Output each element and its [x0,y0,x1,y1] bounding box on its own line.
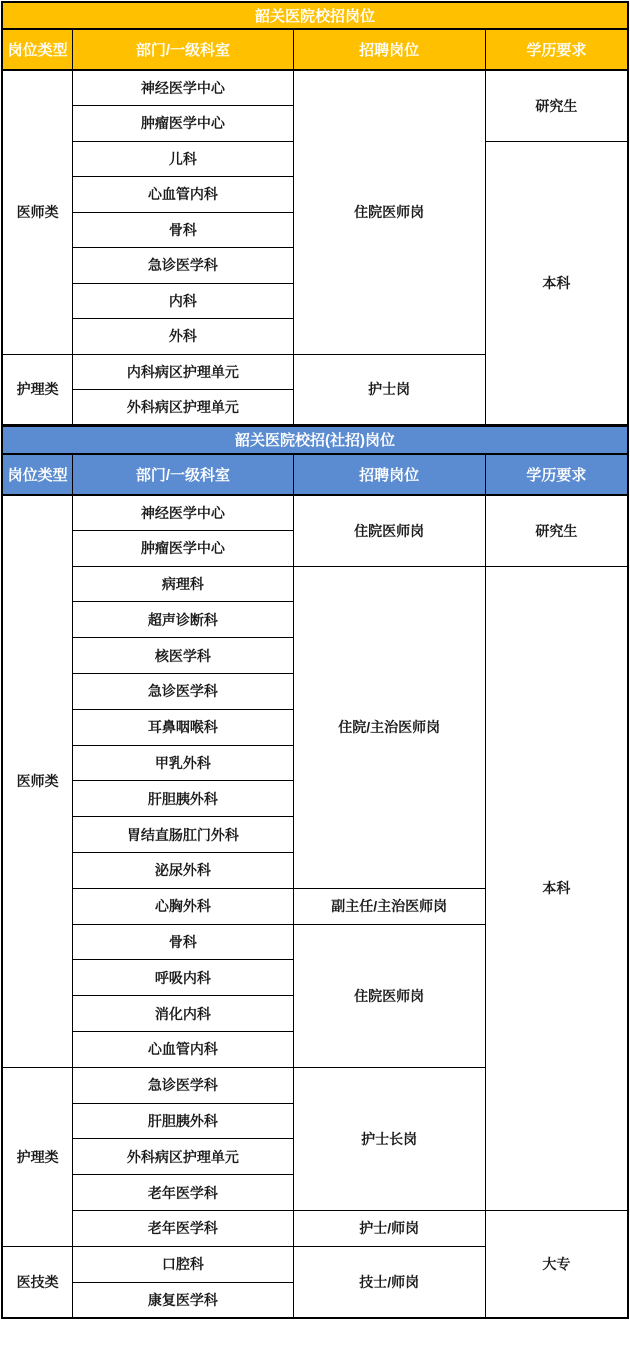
col-header-department: 部门/一级科室 [73,29,293,70]
table-row [2,70,628,106]
department-cell: 骨科 [73,212,293,248]
department-cell: 肝胆胰外科 [73,781,293,817]
job-title-cell: 住院医师岗 [293,924,485,1067]
job-title-cell: 护士/师岗 [293,1210,485,1246]
department-cell: 口腔科 [73,1246,293,1282]
department-cell: 骨科 [73,924,293,960]
job-title-cell: 副主任/主治医师岗 [293,888,485,924]
department-cell: 神经医学中心 [73,70,293,106]
table-title-row [2,427,628,454]
col-header-job-title: 招聘岗位 [293,454,485,495]
department-cell: 心血管内科 [73,177,293,213]
department-cell: 肿瘤医学中心 [73,530,293,566]
department-cell: 病理科 [73,566,293,602]
department-cell: 急诊医学科 [73,248,293,284]
department-cell: 核医学科 [73,638,293,674]
education-cell: 研究生 [485,70,628,141]
table-row [2,1210,628,1246]
col-header-education: 学历要求 [485,29,628,70]
col-header-education: 学历要求 [485,454,628,495]
education-cell: 大专 [485,1210,628,1317]
recruitment-tables [1,1,629,1319]
department-cell: 超声诊断科 [73,602,293,638]
social-recruitment-table [1,426,629,1319]
campus-table-title: 韶关医院校招岗位 [2,2,628,29]
department-cell: 甲乳外科 [73,745,293,781]
job-title-cell: 住院/主治医师岗 [293,566,485,888]
position-type-cell: 医技类 [2,1246,73,1318]
department-cell: 外科 [73,319,293,355]
department-cell: 胃结直肠肛门外科 [73,817,293,853]
department-cell: 急诊医学科 [73,1067,293,1103]
position-type-cell: 护理类 [2,1067,73,1246]
department-cell: 外科病区护理单元 [73,390,293,426]
education-cell: 本科 [485,141,628,425]
job-title-cell: 护士岗 [293,354,485,425]
department-cell: 心胸外科 [73,888,293,924]
department-cell: 康复医学科 [73,1282,293,1318]
department-cell: 内科病区护理单元 [73,354,293,390]
department-cell: 肝胆胰外科 [73,1103,293,1139]
table-row [2,566,628,602]
social-table-title: 韶关医院校招(社招)岗位 [2,427,628,454]
col-header-position-type: 岗位类型 [2,454,73,495]
department-cell: 消化内科 [73,996,293,1032]
col-header-job-title: 招聘岗位 [293,29,485,70]
department-cell: 呼吸内科 [73,960,293,996]
department-cell: 肿瘤医学中心 [73,106,293,142]
column-header-row [2,29,628,70]
job-title-cell: 护士长岗 [293,1067,485,1210]
col-header-position-type: 岗位类型 [2,29,73,70]
column-header-row [2,454,628,495]
department-cell: 外科病区护理单元 [73,1139,293,1175]
department-cell: 神经医学中心 [73,495,293,531]
table-row [2,495,628,531]
education-cell: 本科 [485,566,628,1210]
table-title-row [2,2,628,29]
department-cell: 老年医学科 [73,1210,293,1246]
department-cell: 老年医学科 [73,1175,293,1211]
department-cell: 泌尿外科 [73,852,293,888]
department-cell: 急诊医学科 [73,673,293,709]
col-header-department: 部门/一级科室 [73,454,293,495]
department-cell: 儿科 [73,141,293,177]
job-title-cell: 住院医师岗 [293,70,485,354]
job-title-cell: 住院医师岗 [293,495,485,567]
position-type-cell: 医师类 [2,495,73,1068]
job-title-cell: 技士/师岗 [293,1246,485,1318]
position-type-cell: 医师类 [2,70,73,354]
position-type-cell: 护理类 [2,354,73,425]
education-cell: 研究生 [485,495,628,567]
department-cell: 内科 [73,283,293,319]
department-cell: 心血管内科 [73,1031,293,1067]
campus-recruitment-table [1,1,629,426]
department-cell: 耳鼻咽喉科 [73,709,293,745]
